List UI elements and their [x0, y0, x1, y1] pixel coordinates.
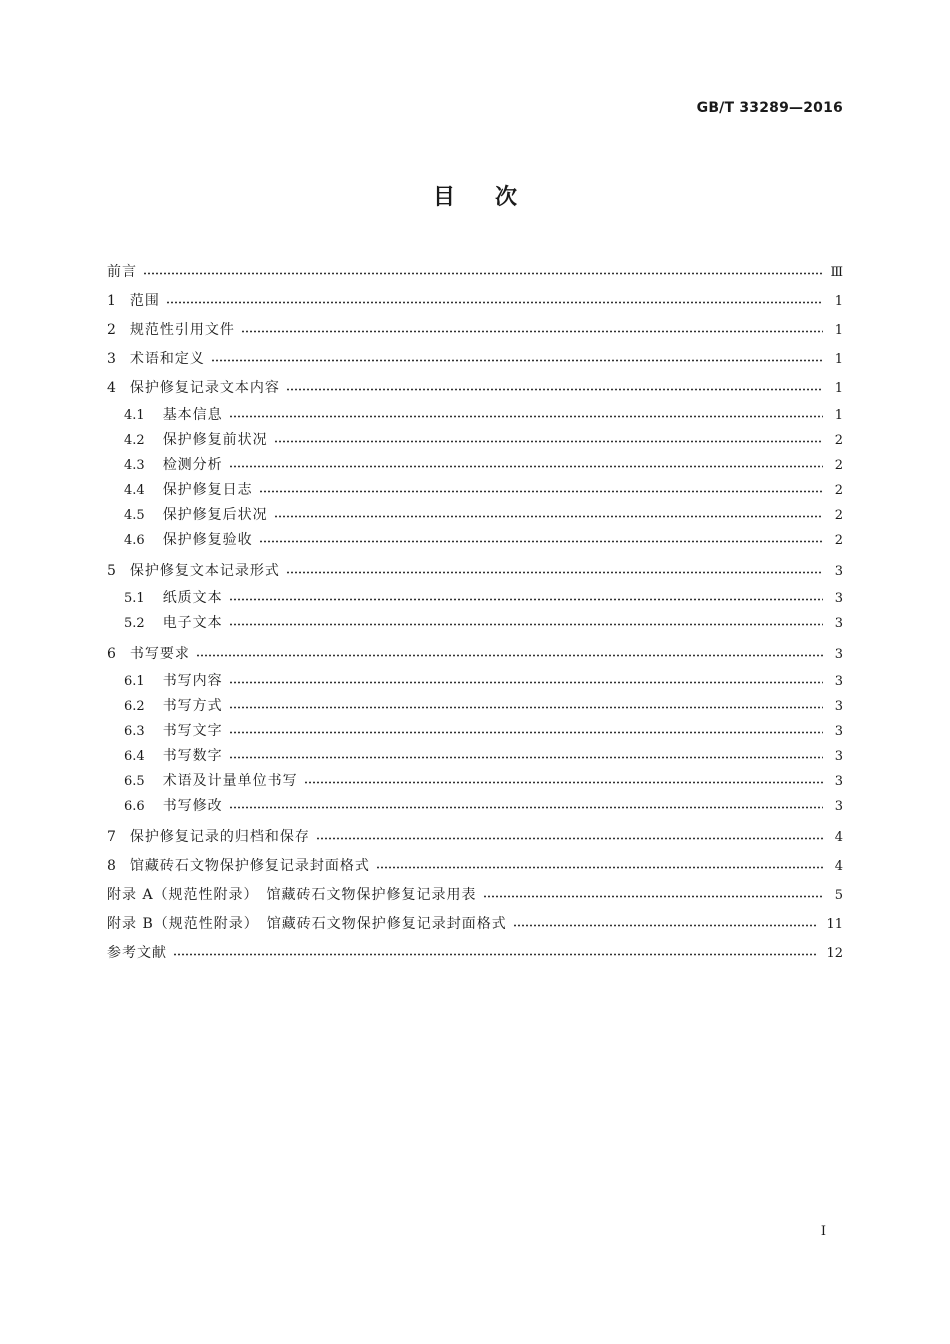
toc-entry-page: 3 [834, 699, 843, 714]
toc-entry-number: 4.5 [124, 508, 145, 523]
toc-section-row[interactable] [107, 910, 843, 939]
toc-entry-number: 5.1 [124, 591, 145, 606]
toc-entry-text: 基本信息 [162, 407, 223, 423]
toc-dot-leader [229, 415, 823, 418]
toc-entry-text: 馆藏砖石文物保护修复记录封面格式 [129, 858, 370, 874]
toc-entry-number: 4 [107, 380, 116, 396]
toc-section-row[interactable] [107, 258, 843, 287]
toc-section-row[interactable] [107, 852, 843, 881]
toc-entry-number: 6.4 [124, 749, 145, 764]
toc-dot-leader [483, 895, 823, 898]
toc-entry-page: 2 [834, 483, 843, 498]
toc-entry-label [124, 769, 304, 794]
toc-section-row[interactable] [107, 557, 843, 586]
toc-entry-text: 前言 [107, 264, 137, 280]
toc-dot-leader [274, 440, 823, 443]
toc-entry-label [124, 611, 229, 636]
toc-entry-label [107, 287, 166, 316]
toc-entry-label [107, 823, 316, 852]
toc-entry-page: 1 [834, 352, 843, 367]
page-title: 目次 [432, 185, 557, 210]
toc-entry-label [124, 669, 229, 694]
toc-entry-text: 书写内容 [162, 673, 223, 689]
toc-entry-text: 书写数字 [162, 748, 223, 764]
toc-dot-leader [286, 571, 823, 574]
toc-entry-page: 11 [826, 917, 843, 932]
toc-entry-text: 纸质文本 [162, 590, 223, 606]
toc-entry-number: 8 [107, 858, 116, 874]
toc-dot-leader [304, 781, 823, 784]
toc-entry-page: 3 [834, 799, 843, 814]
toc-subsection-row[interactable] [107, 478, 843, 503]
toc-entry-label [124, 528, 259, 553]
toc-entry-label [107, 345, 211, 374]
toc-subsection-row[interactable] [107, 503, 843, 528]
toc-dot-leader [259, 490, 823, 493]
toc-entry-page: 3 [834, 616, 843, 631]
toc-entry-label [124, 586, 229, 611]
toc-dot-leader [196, 654, 823, 657]
toc-entry-text: 范围 [129, 293, 160, 309]
toc-entry-label [107, 258, 143, 287]
toc-entry-number: 5 [107, 563, 116, 579]
toc-entry-text: 书写要求 [129, 646, 190, 662]
toc-entry-label [107, 910, 513, 939]
toc-entry-number: 2 [107, 322, 116, 338]
toc-dot-leader [211, 359, 823, 362]
toc-entry-label [124, 794, 229, 819]
toc-entry-text: 书写文字 [162, 723, 223, 739]
toc-subsection-row[interactable] [107, 528, 843, 553]
table-of-contents [107, 258, 843, 968]
toc-entry-text: 保护修复前状况 [162, 432, 268, 448]
toc-entry-page: 2 [834, 533, 843, 548]
toc-entry-page: 3 [834, 674, 843, 689]
toc-subsection-row[interactable] [107, 428, 843, 453]
toc-entry-page: 1 [834, 381, 843, 396]
toc-entry-number: 4.4 [124, 483, 145, 498]
toc-entry-label [107, 640, 196, 669]
toc-entry-text: 书写修改 [162, 798, 223, 814]
toc-dot-leader [241, 330, 823, 333]
toc-dot-leader [513, 924, 819, 927]
toc-section-row[interactable] [107, 316, 843, 345]
toc-entry-number: 7 [107, 829, 116, 845]
toc-entry-page: 3 [834, 724, 843, 739]
toc-dot-leader [229, 731, 823, 734]
toc-entry-number: 5.2 [124, 616, 145, 631]
toc-entry-page: 1 [834, 408, 843, 423]
toc-dot-leader [173, 953, 818, 956]
toc-entry-text: 参考文献 [107, 945, 167, 961]
toc-entry-text: 附录 A（规范性附录） 馆藏砖石文物保护修复记录用表 [107, 887, 477, 903]
toc-entry-text: 保护修复后状况 [162, 507, 268, 523]
toc-dot-leader [229, 623, 823, 626]
toc-entry-number: 6 [107, 646, 116, 662]
toc-section-row[interactable] [107, 287, 843, 316]
toc-entry-number: 3 [107, 351, 116, 367]
toc-entry-page: 2 [834, 433, 843, 448]
toc-entry-label [124, 719, 229, 744]
toc-entry-text: 术语和定义 [129, 351, 205, 367]
toc-entry-number: 6.2 [124, 699, 145, 714]
toc-entry-text: 规范性引用文件 [129, 322, 235, 338]
toc-entry-text: 检测分析 [162, 457, 223, 473]
toc-entry-text: 保护修复文本记录形式 [129, 563, 280, 579]
toc-entry-page: 5 [834, 888, 843, 903]
toc-entry-text: 电子文本 [162, 615, 223, 631]
toc-subsection-row[interactable] [107, 794, 843, 819]
toc-entry-label [107, 881, 483, 910]
toc-subsection-row[interactable] [107, 694, 843, 719]
toc-entry-page: 3 [834, 647, 843, 662]
toc-entry-number: 6.3 [124, 724, 145, 739]
toc-entry-text: 书写方式 [162, 698, 223, 714]
page-number: Ⅰ [820, 1224, 826, 1239]
toc-entry-label [107, 852, 376, 881]
toc-entry-text: 保护修复验收 [162, 532, 253, 548]
toc-dot-leader [229, 465, 823, 468]
toc-subsection-row[interactable] [107, 611, 843, 636]
toc-dot-leader [229, 681, 823, 684]
toc-entry-label [124, 744, 229, 769]
toc-subsection-row[interactable] [107, 744, 843, 769]
toc-entry-page: 1 [834, 323, 843, 338]
toc-entry-label [124, 694, 229, 719]
toc-entry-label [107, 939, 173, 968]
toc-section-row[interactable] [107, 881, 843, 910]
toc-entry-label [124, 478, 259, 503]
toc-entry-page: 3 [834, 774, 843, 789]
toc-dot-leader [274, 515, 823, 518]
toc-entry-number: 4.6 [124, 533, 145, 548]
toc-dot-leader [376, 866, 823, 869]
toc-entry-text: 术语及计量单位书写 [162, 773, 298, 789]
toc-entry-number: 1 [107, 293, 116, 309]
toc-entry-number: 6.5 [124, 774, 145, 789]
toc-subsection-row[interactable] [107, 403, 843, 428]
toc-entry-number: 4.1 [124, 408, 145, 423]
toc-entry-page: 3 [834, 564, 843, 579]
toc-entry-label [124, 403, 229, 428]
toc-dot-leader [316, 837, 823, 840]
toc-entry-number: 4.2 [124, 433, 145, 448]
toc-entry-number: 4.3 [124, 458, 145, 473]
toc-entry-page: 1 [834, 294, 843, 309]
toc-dot-leader [286, 388, 823, 391]
toc-entry-label [124, 453, 229, 478]
toc-subsection-row[interactable] [107, 453, 843, 478]
toc-entry-number: 6.1 [124, 674, 145, 689]
toc-dot-leader [229, 706, 823, 709]
toc-subsection-row[interactable] [107, 769, 843, 794]
toc-section-row[interactable] [107, 823, 843, 852]
toc-entry-label [107, 557, 286, 586]
toc-entry-text: 保护修复日志 [162, 482, 253, 498]
toc-section-row[interactable] [107, 939, 843, 968]
toc-entry-label [124, 503, 274, 528]
toc-dot-leader [229, 806, 823, 809]
toc-entry-page: 4 [834, 859, 843, 874]
toc-section-row[interactable] [107, 345, 843, 374]
toc-subsection-row[interactable] [107, 586, 843, 611]
toc-section-row[interactable] [107, 640, 843, 669]
toc-entry-text: 保护修复记录文本内容 [129, 380, 280, 396]
standard-number: GB/T 33289—2016 [696, 100, 843, 116]
toc-dot-leader [229, 598, 823, 601]
toc-entry-label [124, 428, 274, 453]
toc-entry-page: Ⅲ [830, 265, 843, 280]
toc-entry-page: 3 [834, 749, 843, 764]
toc-entry-text: 保护修复记录的归档和保存 [129, 829, 310, 845]
toc-dot-leader [143, 272, 822, 275]
toc-entry-label [107, 316, 241, 345]
toc-entry-label [107, 374, 286, 403]
toc-subsection-row[interactable] [107, 719, 843, 744]
toc-entry-text: 附录 B（规范性附录） 馆藏砖石文物保护修复记录封面格式 [107, 916, 507, 932]
toc-section-row[interactable] [107, 374, 843, 403]
toc-dot-leader [229, 756, 823, 759]
toc-entry-page: 4 [834, 830, 843, 845]
toc-entry-number: 6.6 [124, 799, 145, 814]
toc-entry-page: 2 [834, 508, 843, 523]
toc-entry-page: 2 [834, 458, 843, 473]
toc-subsection-row[interactable] [107, 669, 843, 694]
toc-entry-page: 3 [834, 591, 843, 606]
toc-dot-leader [259, 540, 823, 543]
toc-entry-page: 12 [826, 946, 843, 961]
toc-dot-leader [166, 301, 823, 304]
